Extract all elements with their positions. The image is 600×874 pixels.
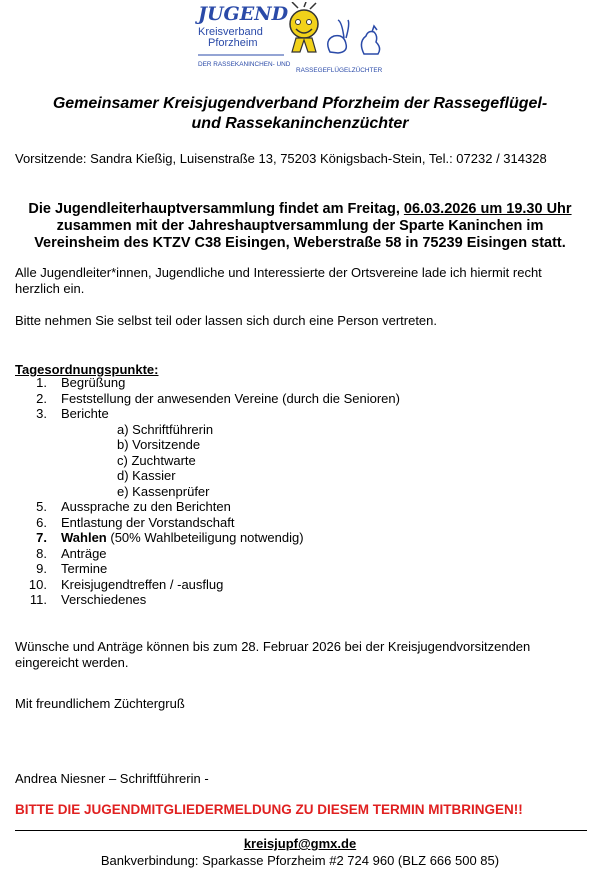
agenda-item-text: Berichte bbox=[61, 406, 109, 421]
agenda-item-number: 1. bbox=[36, 375, 47, 390]
agenda-title: Tagesordnungspunkte: bbox=[15, 362, 159, 377]
agenda-elections-note: (50% Wahlbeteiligung notwendig) bbox=[106, 530, 304, 545]
logo-pforzheim-text: Pforzheim bbox=[208, 37, 258, 49]
agenda-item-text: Begrüßung bbox=[61, 375, 126, 390]
agenda-subitem: d) Kassier bbox=[117, 468, 176, 483]
meeting-line-1 bbox=[0, 201, 600, 218]
meeting-line-2: zusammen mit der Jahreshauptversammlung der Sparte Kaninchen im bbox=[56, 218, 544, 234]
agenda-item-text: Entlastung der Vorstandschaft bbox=[61, 514, 235, 530]
wishes-paragraph bbox=[15, 639, 590, 671]
agenda-item-text bbox=[61, 530, 304, 546]
bring-notice: BITTE DIE JUGENDMITGLIEDERMELDUNG ZU DIESEM TERMIN MITBRINGEN!! bbox=[15, 802, 523, 817]
logo-kreisverband-text: Kreisverband bbox=[198, 26, 263, 38]
heading-line-1: Gemeinsamer Kreisjugendverband Pforzheim der Rassegeflügel- bbox=[52, 95, 548, 112]
meeting-line-3: Vereinsheim des KTZV C38 Eisingen, Weberstraße 58 in 75239 Eisingen statt. bbox=[34, 235, 566, 251]
heading-line-2: und Rassekaninchenzüchter bbox=[191, 115, 409, 132]
agenda-item-number: 8. bbox=[36, 545, 47, 561]
agenda-subitem: c) Zuchtwarte bbox=[117, 452, 196, 468]
invitation-paragraph bbox=[15, 265, 590, 297]
agenda-item-number: 3. bbox=[36, 406, 47, 421]
attendance-request: Bitte nehmen Sie selbst teil oder lassen sich durch eine Person vertreten. bbox=[15, 313, 438, 328]
wishes-line-2: eingereicht werden. bbox=[15, 655, 129, 670]
rabbit-icon bbox=[328, 20, 349, 53]
agenda-subitem: e) Kassenprüfer bbox=[117, 483, 210, 499]
footer-divider bbox=[15, 830, 587, 831]
agenda-item-text: Kreisjugendtreffen / -ausflug bbox=[61, 576, 224, 592]
agenda-item-number: 11. bbox=[29, 592, 47, 607]
logo-tagline-right: RASSEGEFLÜGELZÜCHTER bbox=[296, 67, 383, 74]
agenda-item-text: Aussprache zu den Berichten bbox=[61, 499, 231, 514]
agenda-item-text: Verschiedenes bbox=[61, 592, 147, 607]
agenda-item-number: 2. bbox=[36, 390, 47, 406]
closing-greeting: Mit freundlichem Züchtergruß bbox=[15, 696, 185, 711]
wishes-line-1: Wünsche und Anträge können bis zum 28. Februar 2026 bei der Kreisjugendvorsitzenden bbox=[15, 639, 531, 654]
agenda-item-text: Anträge bbox=[61, 545, 107, 561]
signature-line: Andrea Niesner – Schriftführerin - bbox=[15, 771, 209, 786]
invite-line-2: herzlich ein. bbox=[15, 281, 85, 296]
agenda-item-text: Termine bbox=[61, 561, 108, 576]
agenda-item-number: 9. bbox=[36, 561, 47, 576]
logo-jugend-text: JUGEND bbox=[198, 3, 289, 25]
logo-tagline-left: DER RASSEKANINCHEN- UND bbox=[198, 61, 291, 68]
bank-details: Bankverbindung: Sparkasse Pforzheim #2 724 960 (BLZ 666 500 85) bbox=[100, 853, 500, 868]
kid-mascot-icon bbox=[290, 2, 318, 52]
document-heading bbox=[0, 94, 600, 134]
invite-line-1: Alle Jugendleiter*innen, Jugendliche und Interessierte der Ortsvereine lade ich hiermit recht bbox=[15, 265, 542, 280]
chairperson-line: Vorsitzende: Sandra Kießig, Luisenstraße 13, 75203 Königsbach-Stein, Tel.: 07232 / 314328 bbox=[15, 151, 547, 166]
meeting-announcement bbox=[0, 201, 600, 252]
meeting-prefix: Die Jugendleiterhauptversammlung findet am Freitag, bbox=[28, 201, 404, 217]
agenda-item-number: 10. bbox=[28, 576, 47, 592]
agenda-elections-label: Wahlen bbox=[61, 530, 107, 545]
contact-email-link[interactable]: kreisjupf@gmx.de bbox=[243, 836, 357, 851]
agenda-subitem: a) Schriftführerin bbox=[117, 421, 214, 437]
agenda-item-number: 7. bbox=[36, 530, 47, 545]
agenda-item-text: Feststellung der anwesenden Vereine (durch die Senioren) bbox=[61, 390, 400, 406]
agenda-item-number: 6. bbox=[36, 514, 47, 530]
agenda-item-number: 5. bbox=[36, 499, 47, 514]
agenda-subitem: b) Vorsitzende bbox=[117, 437, 201, 452]
rooster-icon bbox=[361, 26, 379, 54]
meeting-date: 06.03.2026 um 19.30 Uhr bbox=[403, 201, 572, 217]
organization-logo bbox=[192, 2, 392, 76]
